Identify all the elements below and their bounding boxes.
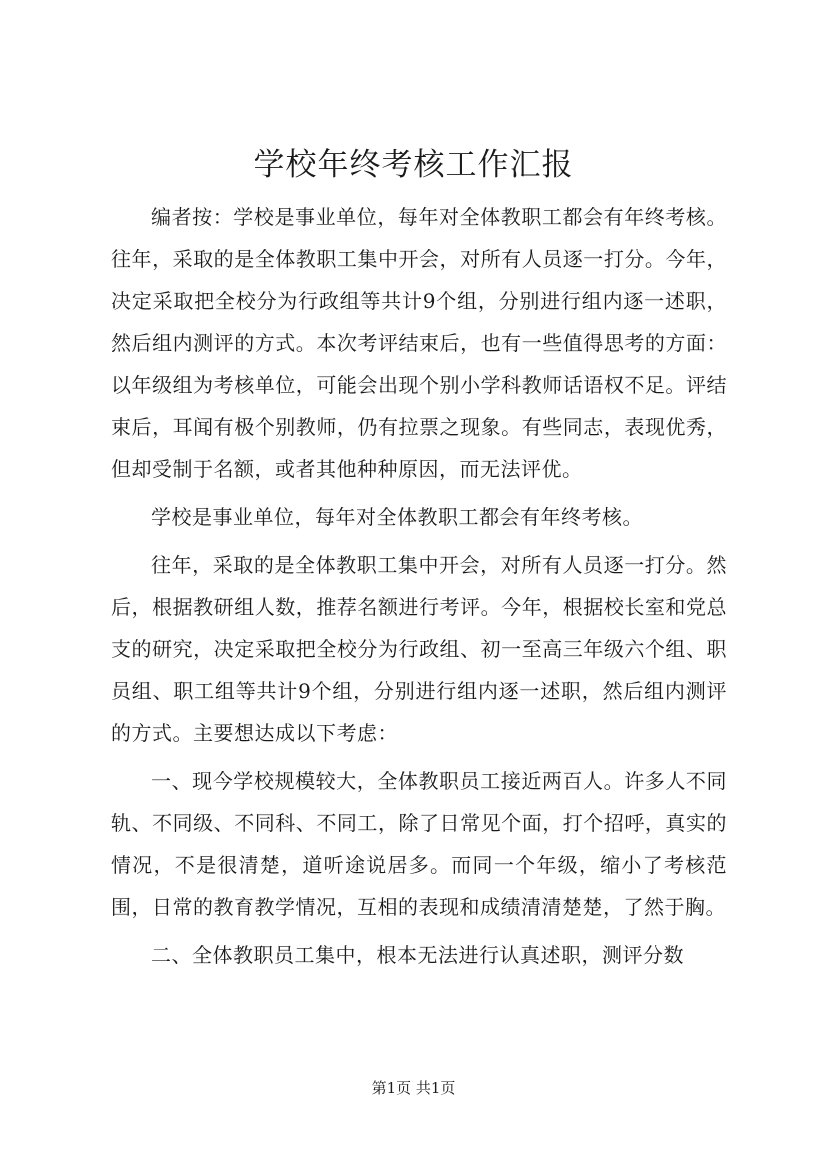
paragraph-intro: 学校是事业单位，每年对全体教职工都会有年终考核。 xyxy=(151,505,643,529)
document-body xyxy=(111,196,727,976)
paragraph-point-two: 二、全体教职员工集中，根本无法进行认真述职，测评分数 xyxy=(151,943,684,967)
document-title: 学校年终考核工作汇报 xyxy=(253,147,574,183)
page-number: 第1页 共1页 xyxy=(371,1079,456,1097)
paragraph-point-one: 一、现今学校规模较大，全体教职员工接近两百人。许多人不同轨、不同级、不同科、不同工，除了日常见个面，打个招呼，真实的情况，不是很清楚，道听途说居多。而同一个年级，缩小了考核范围，日常的教育教学情况，互相的表现和成绩清清楚楚，了然于胸。 xyxy=(111,769,727,919)
page-footer xyxy=(0,1078,827,1098)
paragraph-background: 往年，采取的是全体教职工集中开会，对所有人员逐一打分。然后，根据教研组人数，推荐名额进行考评。今年，根据校长室和党总支的研究，决定采取把全校分为行政组、初一至高三年级六个组、职员组、职工组等共计9个组，分别进行组内逐一述职，然后组内测评的方式。主要想达成以下考虑： xyxy=(111,553,727,745)
paragraph-editor-note: 编者按：学校是事业单位，每年对全体教职工都会有年终考核。往年，采取的是全体教职工集中开会，对所有人员逐一打分。今年，决定采取把全校分为行政组等共计9个组，分别进行组内逐一述职，然后组内测评的方式。本次考评结束后，也有一些值得思考的方面：以年级组为考核单位，可能会出现个别小学科教师话语权不足。评结束后，耳闻有极个别教师，仍有拉票之现象。有些同志，表现优秀，但却受制于名额，或者其他种种原因，而无法评优。 xyxy=(111,205,727,481)
